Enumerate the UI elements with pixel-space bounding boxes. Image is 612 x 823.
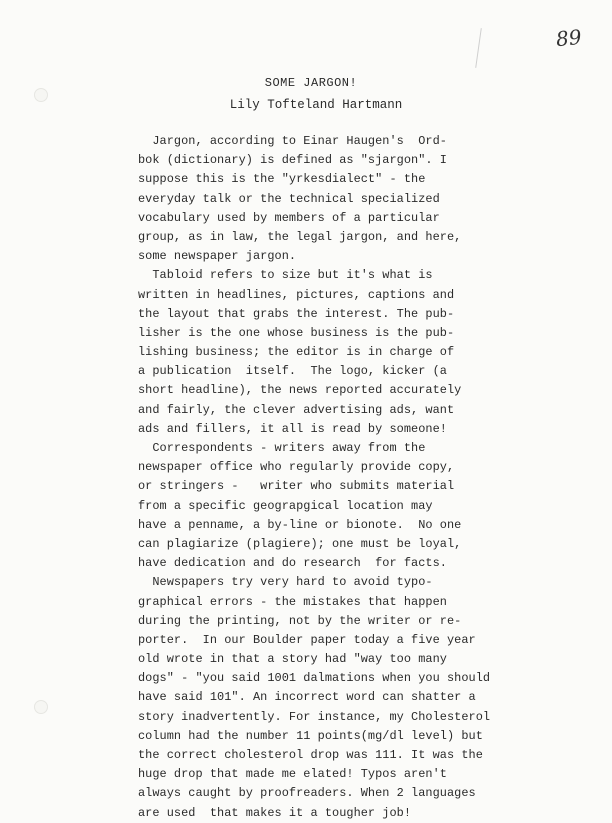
text-line: everyday talk or the technical specialized: [138, 191, 440, 206]
text-line: group, as in law, the legal jargon, and here,: [138, 229, 462, 244]
text-line: Jargon, according to Einar Haugen's Ord-: [138, 134, 447, 148]
text-line: written in headlines, pictures, captions and: [138, 287, 455, 302]
text-line: the layout that grabs the interest. The pub-: [138, 306, 455, 321]
text-line: always caught by proofreaders. When 2 languages: [138, 786, 476, 801]
text-line: lisher is the one whose business is the pub-: [138, 325, 455, 340]
text-line: suppose this is the "yrkesdialect" - the: [138, 172, 426, 187]
text-line: the correct cholesterol drop was 111. It was the: [138, 748, 483, 762]
text-line: some newspaper jargon.: [138, 249, 297, 264]
text-line: a publication itself. The logo, kicker (a: [138, 364, 447, 379]
text-line: column had the number 11 points(mg/dl level) but: [138, 728, 483, 743]
text-line: from a specific geograpgical location may: [138, 498, 433, 513]
text-line: bok (dictionary) is defined as "sjargon". I: [138, 153, 447, 168]
text-line: can plagiarize (plagiere); one must be loyal,: [138, 536, 462, 551]
body-text: [138, 132, 518, 823]
text-line: lishing business; the editor is in charge of: [138, 345, 455, 360]
punch-hole: [34, 700, 48, 714]
text-line: vocabulary used by members of a particular: [138, 210, 440, 225]
text-line: Newspapers try very hard to avoid typo-: [138, 575, 433, 590]
document-title: SOME JARGON!: [264, 76, 358, 90]
text-line: and fairly, the clever advertising ads, want: [138, 402, 455, 417]
text-line: have said 101". An incorrect word can shatter a: [138, 690, 476, 705]
text-line: Correspondents - writers away from the: [138, 441, 426, 455]
text-line: graphical errors - the mistakes that happen: [138, 594, 447, 609]
author-name: Lily Tofteland Hartmann: [229, 98, 403, 112]
text-line: have dedication and do research for facts.: [138, 556, 447, 571]
text-line: newspaper office who regularly provide copy,: [138, 460, 455, 475]
text-line: are used that makes it a tougher job!: [138, 805, 412, 820]
text-line: or stringers - writer who submits material: [138, 479, 455, 494]
text-line: short headline), the news reported accurately: [138, 383, 462, 398]
text-line: porter. In our Boulder paper today a five year: [138, 632, 476, 647]
text-line: story inadvertently. For instance, my Cholesterol: [138, 709, 491, 724]
text-line: ads and fillers, it all is read by someone!: [138, 421, 447, 436]
text-line: old wrote in that a story had "way too many: [138, 652, 447, 667]
text-line: huge drop that made me elated! Typos aren't: [138, 767, 447, 782]
text-line: during the printing, not by the writer or re-: [138, 613, 462, 628]
pencil-mark: [475, 28, 482, 68]
text-line: have a penname, a by-line or bionote. No one: [138, 517, 462, 532]
page-number: 89: [554, 24, 583, 52]
text-line: dogs" - "you said 1001 dalmations when you should: [138, 671, 491, 686]
text-line: Tabloid refers to size but it's what is: [138, 268, 433, 283]
